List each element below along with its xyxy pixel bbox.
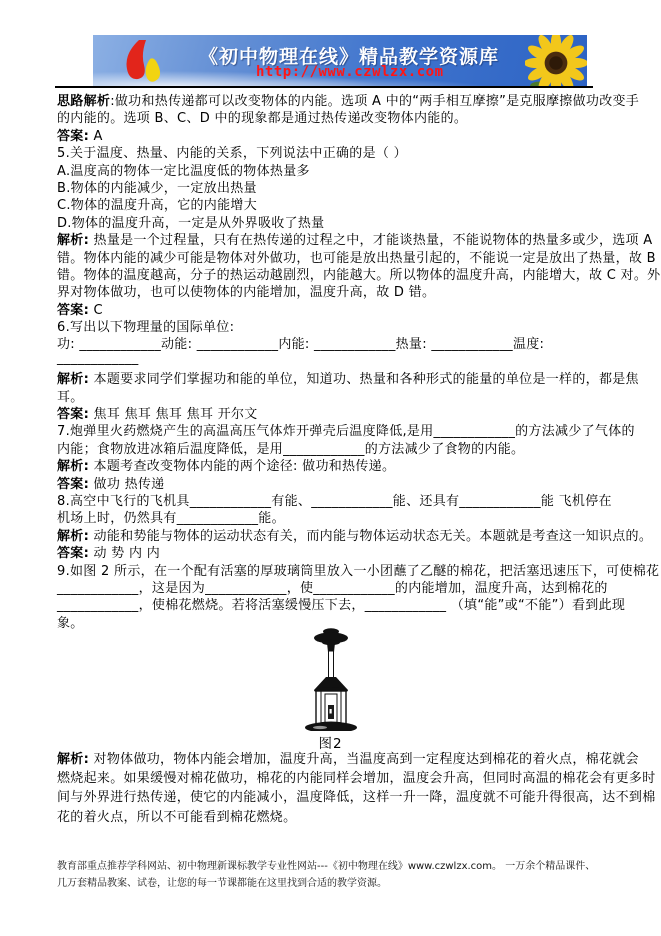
text-line: 5.关于温度、热量、内能的关系，下列说法中正确的是（ ） bbox=[57, 146, 407, 162]
figure-caption: 图2 bbox=[318, 736, 343, 752]
footer-line-2: 几万套精品教案、试卷，让您的每一节课都能在这里找到合适的教学资源。 bbox=[57, 877, 387, 889]
site-banner bbox=[93, 35, 587, 86]
text-line: 答案: 做功 热传递 bbox=[57, 476, 165, 492]
text-line: A.温度高的物体一定比温度低的物体热量多 bbox=[57, 163, 310, 179]
header-divider bbox=[55, 86, 593, 88]
text-line: ____________，使棉花燃烧。若将活塞缓慢压下去，____________ （填“能”或“不能”）看到此现 bbox=[57, 598, 626, 614]
worksheet-body bbox=[57, 90, 661, 631]
text-line: ____________，这是因为____________，使____________的内能增加，温度升高，达到棉花的 bbox=[57, 580, 608, 596]
text-line: 错。物体的温度越高，分子的热运动越剧烈，内能越大。所以物体的温度升高，内能增大，故 C 对。外 bbox=[57, 267, 661, 283]
text-line: 错。物体内能的减少可能是物体对外做功，也可能是放出热量引起的，不能说一定是放出了热量，故 B bbox=[57, 250, 656, 266]
text-line: 象。 bbox=[57, 615, 84, 631]
text-line: D.物体的温度升高，一定是从外界吸收了热量 bbox=[57, 215, 325, 231]
text-line: 界对物体做功，也可以使物体的内能增加，温度升高，故 D 错。 bbox=[57, 285, 436, 301]
text-line: ____________ bbox=[57, 350, 139, 366]
text-line: 答案: 焦耳 焦耳 焦耳 焦耳 开尔文 bbox=[57, 407, 258, 423]
text-line: 6.写出以下物理量的国际单位: bbox=[57, 320, 235, 336]
fire-syringe-icon bbox=[270, 627, 392, 731]
text-line: 解析: 动能和势能与物体的运动状态有关，而内能与物体运动状态无关。本题就是考查这一知识点的。 bbox=[57, 528, 653, 544]
banner-url[interactable]: http://www.czwlzx.com bbox=[256, 64, 444, 80]
text-line: 的内能的。选项 B、C、D 中的现象都是通过热传递改变物体内能的。 bbox=[57, 111, 468, 127]
footer-line-1: 教育部重点推荐学科网站、初中物理新课标教学专业性网站---《初中物理在线》www.czwlzx.com。 一万余个精品课件、 bbox=[57, 861, 596, 872]
text-line: 9.如图 2 所示，在一个配有活塞的厚玻璃筒里放入一小团蘸了乙醚的棉花，把活塞迅速压下，可使棉花 bbox=[57, 563, 660, 579]
analysis-paragraph bbox=[57, 748, 656, 825]
text-line: 解析: 热量是一个过程量，只有在热传递的过程之中，才能谈热量，不能说物体的热量多或少，选项 A bbox=[57, 233, 653, 249]
sunflower-image bbox=[525, 35, 587, 86]
site-logo-icon bbox=[115, 39, 165, 85]
text-line: 答案: C bbox=[57, 302, 103, 318]
text-line: 解析: 本题考查改变物体内能的两个途径: 做功和热传递。 bbox=[57, 459, 396, 475]
text-line: 间与外界进行热传递，使它的内能减小，温度降低，这样一升一降，温度就不可能升得很高，达不到棉 bbox=[57, 790, 656, 806]
text-line: B.物体的内能减少，一定放出热量 bbox=[57, 180, 257, 196]
footer-promo bbox=[57, 859, 622, 892]
text-line: 解析: 本题要求同学们掌握功和能的单位，知道功、热量和各种形式的能量的单位是一样的，都是焦 bbox=[57, 372, 639, 388]
text-line: 8.高空中飞行的飞机具____________有能、____________能、还具有____________能 飞机停在 bbox=[57, 493, 612, 509]
banner-title: 《初中物理在线》精品教学资源库 bbox=[199, 46, 500, 68]
text-line: C.物体的温度升高，它的内能增大 bbox=[57, 198, 258, 214]
text-line: 耳。 bbox=[57, 389, 84, 405]
text-line: 解析: 对物体做功，物体内能会增加，温度升高，当温度高到一定程度达到棉花的着火点，棉花就会 bbox=[57, 752, 639, 767]
text-line: 机场上时，仍然具有____________能。 bbox=[57, 511, 285, 527]
text-line: 7.炮弹里火药燃烧产生的高温高压气体炸开弹壳后温度降低,是用____________的方法减少了气体的 bbox=[57, 424, 635, 440]
text-line: 答案: A bbox=[57, 128, 103, 144]
text-line: 花的着火点，所以不可能看到棉花燃烧。 bbox=[57, 809, 297, 825]
text-line: 思路解析:做功和热传递都可以改变物体的内能。选项 A 中的“两手相互摩擦”是克服摩擦做功改变手 bbox=[57, 94, 640, 109]
text-line: 内能；食物放进冰箱后温度降低，是用____________的方法减少了食物的内能。 bbox=[57, 441, 525, 457]
text-line: 燃烧起来。如果缓慢对棉花做功，棉花的内能同样会增加，温度会升高，但同时高温的棉花会有更多时 bbox=[57, 771, 656, 787]
text-line: 答案: 动 势 内 内 bbox=[57, 546, 161, 562]
text-line: 功: ____________动能: ____________内能: ____________热量: ____________温度: bbox=[57, 337, 545, 353]
figure-2 bbox=[0, 627, 661, 735]
